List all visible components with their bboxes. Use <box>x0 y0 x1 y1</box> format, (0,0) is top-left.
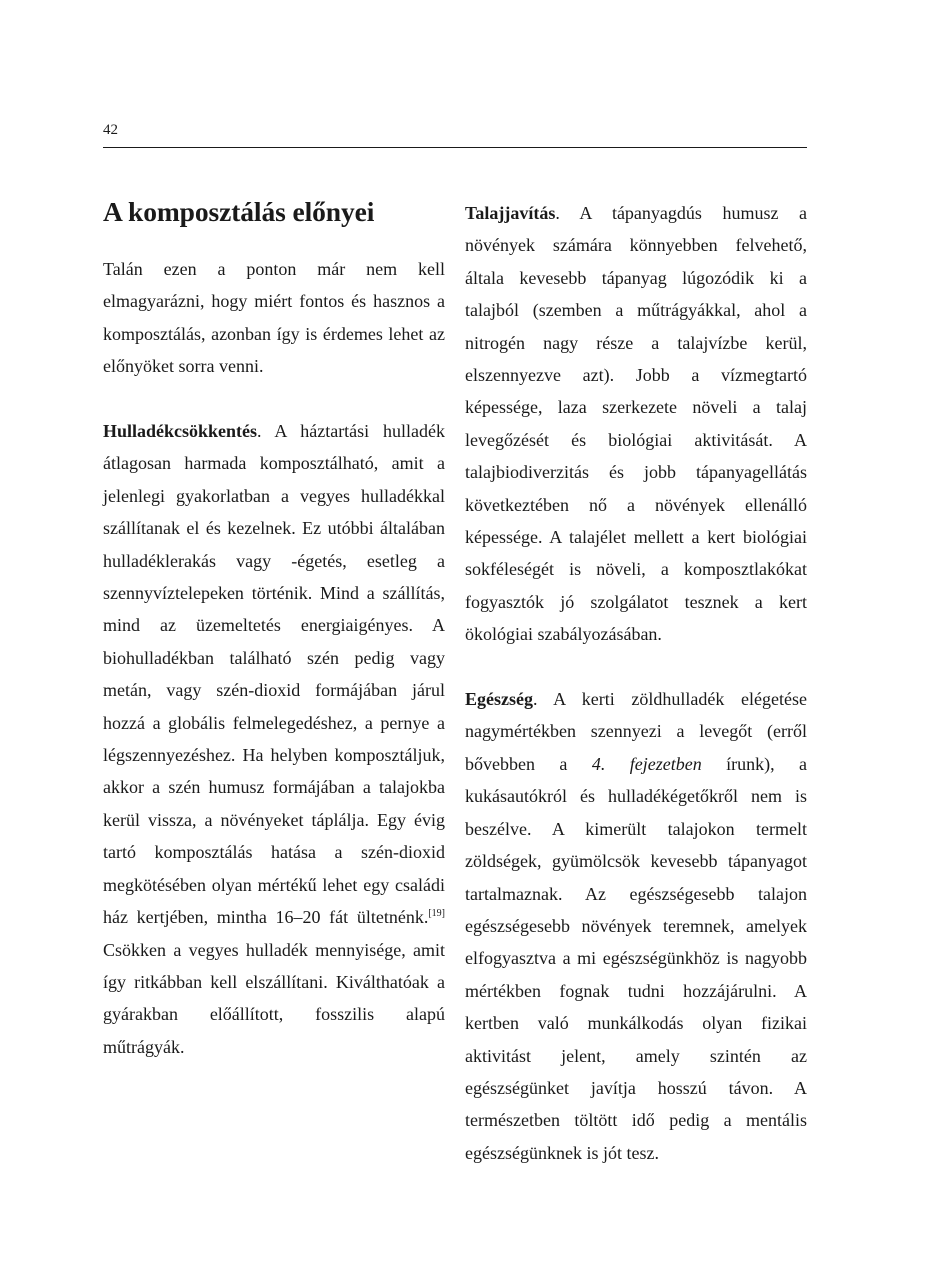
chapter-reference[interactable]: 4. fejezetben <box>591 753 702 774</box>
waste-reduction-text: . A háztartási hulladék átlagosan harmada komposztálható, amit a jelenlegi gyakorlatban a vegyes hulladékkal szállítanak el és kezelnek. Ez utóbbi általában hulladéklerakás vagy -égetés, esetleg a szennyvíztelepeken történik. Mind a szállítás, mind az üzemeltetés energiaigényes. A biohulladékban található szén pedig vagy metán, vagy szén-dioxid formájában járul hozzá a globális felmelegedéshez, a pernye a légszennyezéshez. Ha helyben komposztáljuk, akkor a szén humusz formájában a talajokba kerül vissza, a növényeket táplálja. Egy évig tartó komposztálás hatása a szén-dioxid megkötésében olyan mértékű lehet egy családi ház kertjében, mintha 16–20 fát ültetnénk. <box>103 421 445 928</box>
left-column <box>103 192 445 1063</box>
health-text-cont: írunk), a kukásautókról és hulladékégetőkről nem is beszélve. A kimerült talajokon termelt zöldségek, gyümölcsök kevesebb tápanyagot tartalmaznak. Az egészségesebb talajon egészségesebb növények teremnek, amelyek elfogyasztva a mi egészségünkhöz is nagyobb mértékben fognak tudni hozzájárulni. A kertben való munkálkodás olyan fizikai aktivitást jelent, amely szintén az egészségünket javítja hosszú távon. A természetben töltött idő pedig a mentális egészségünknek is jót tesz. <box>465 753 808 1163</box>
soil-improvement-text: . A tápanyagdús humusz a növények számára könnyebben felvehető, általa kevesebb tápanyag lúgozódik ki a talajból (szemben a műtrágyákkal, ahol a nitrogén nagy része a talajvízbe kerül, elszennyezve azt). Jobb a vízmegtartó képessége, laza szerkezete növeli a talaj levegőzését és biológiai aktivitását. A talajbiodiverzitás és jobb tápanyagellátás következtében nő a növények ellenálló képessége. A talajélet mellett a kert biológiai sokféleségét is növeli, a komposztlakókat fogyasztók jó szolgálatot tesznek a kert ökológiai szabályozásában. <box>465 203 807 645</box>
health-paragraph <box>465 683 807 1169</box>
waste-reduction-paragraph <box>103 415 445 1063</box>
soil-improvement-paragraph <box>465 197 807 651</box>
health-text: . A kerti zöldhulladék elégetése nagymértékben szennyezi a levegőt (erről bővebben a <box>465 689 807 774</box>
page-number: 42 <box>103 122 118 138</box>
section-heading: A komposztálás előnyei <box>103 196 375 227</box>
waste-reduction-text-cont: Csökken a vegyes hulladék mennyisége, amit így ritkábban kell elszállítani. Kiválthatóak a gyárakban előállított, fosszilis alapú műtrágyák. <box>103 939 445 1057</box>
soil-improvement-term: Talajjavítás <box>465 203 556 223</box>
right-column <box>465 197 807 1169</box>
header-rule <box>103 147 807 148</box>
footnote-reference[interactable]: [19] <box>428 908 445 920</box>
health-term: Egészség <box>465 689 533 710</box>
waste-reduction-term: Hulladékcsökkentés <box>103 421 258 442</box>
intro-paragraph: Talán ezen a ponton már nem kell elmagyarázni, hogy miért fontos és hasznos a komposztálás, azonban így is érdemes lehet az előnyöket sorra venni. <box>103 259 445 377</box>
